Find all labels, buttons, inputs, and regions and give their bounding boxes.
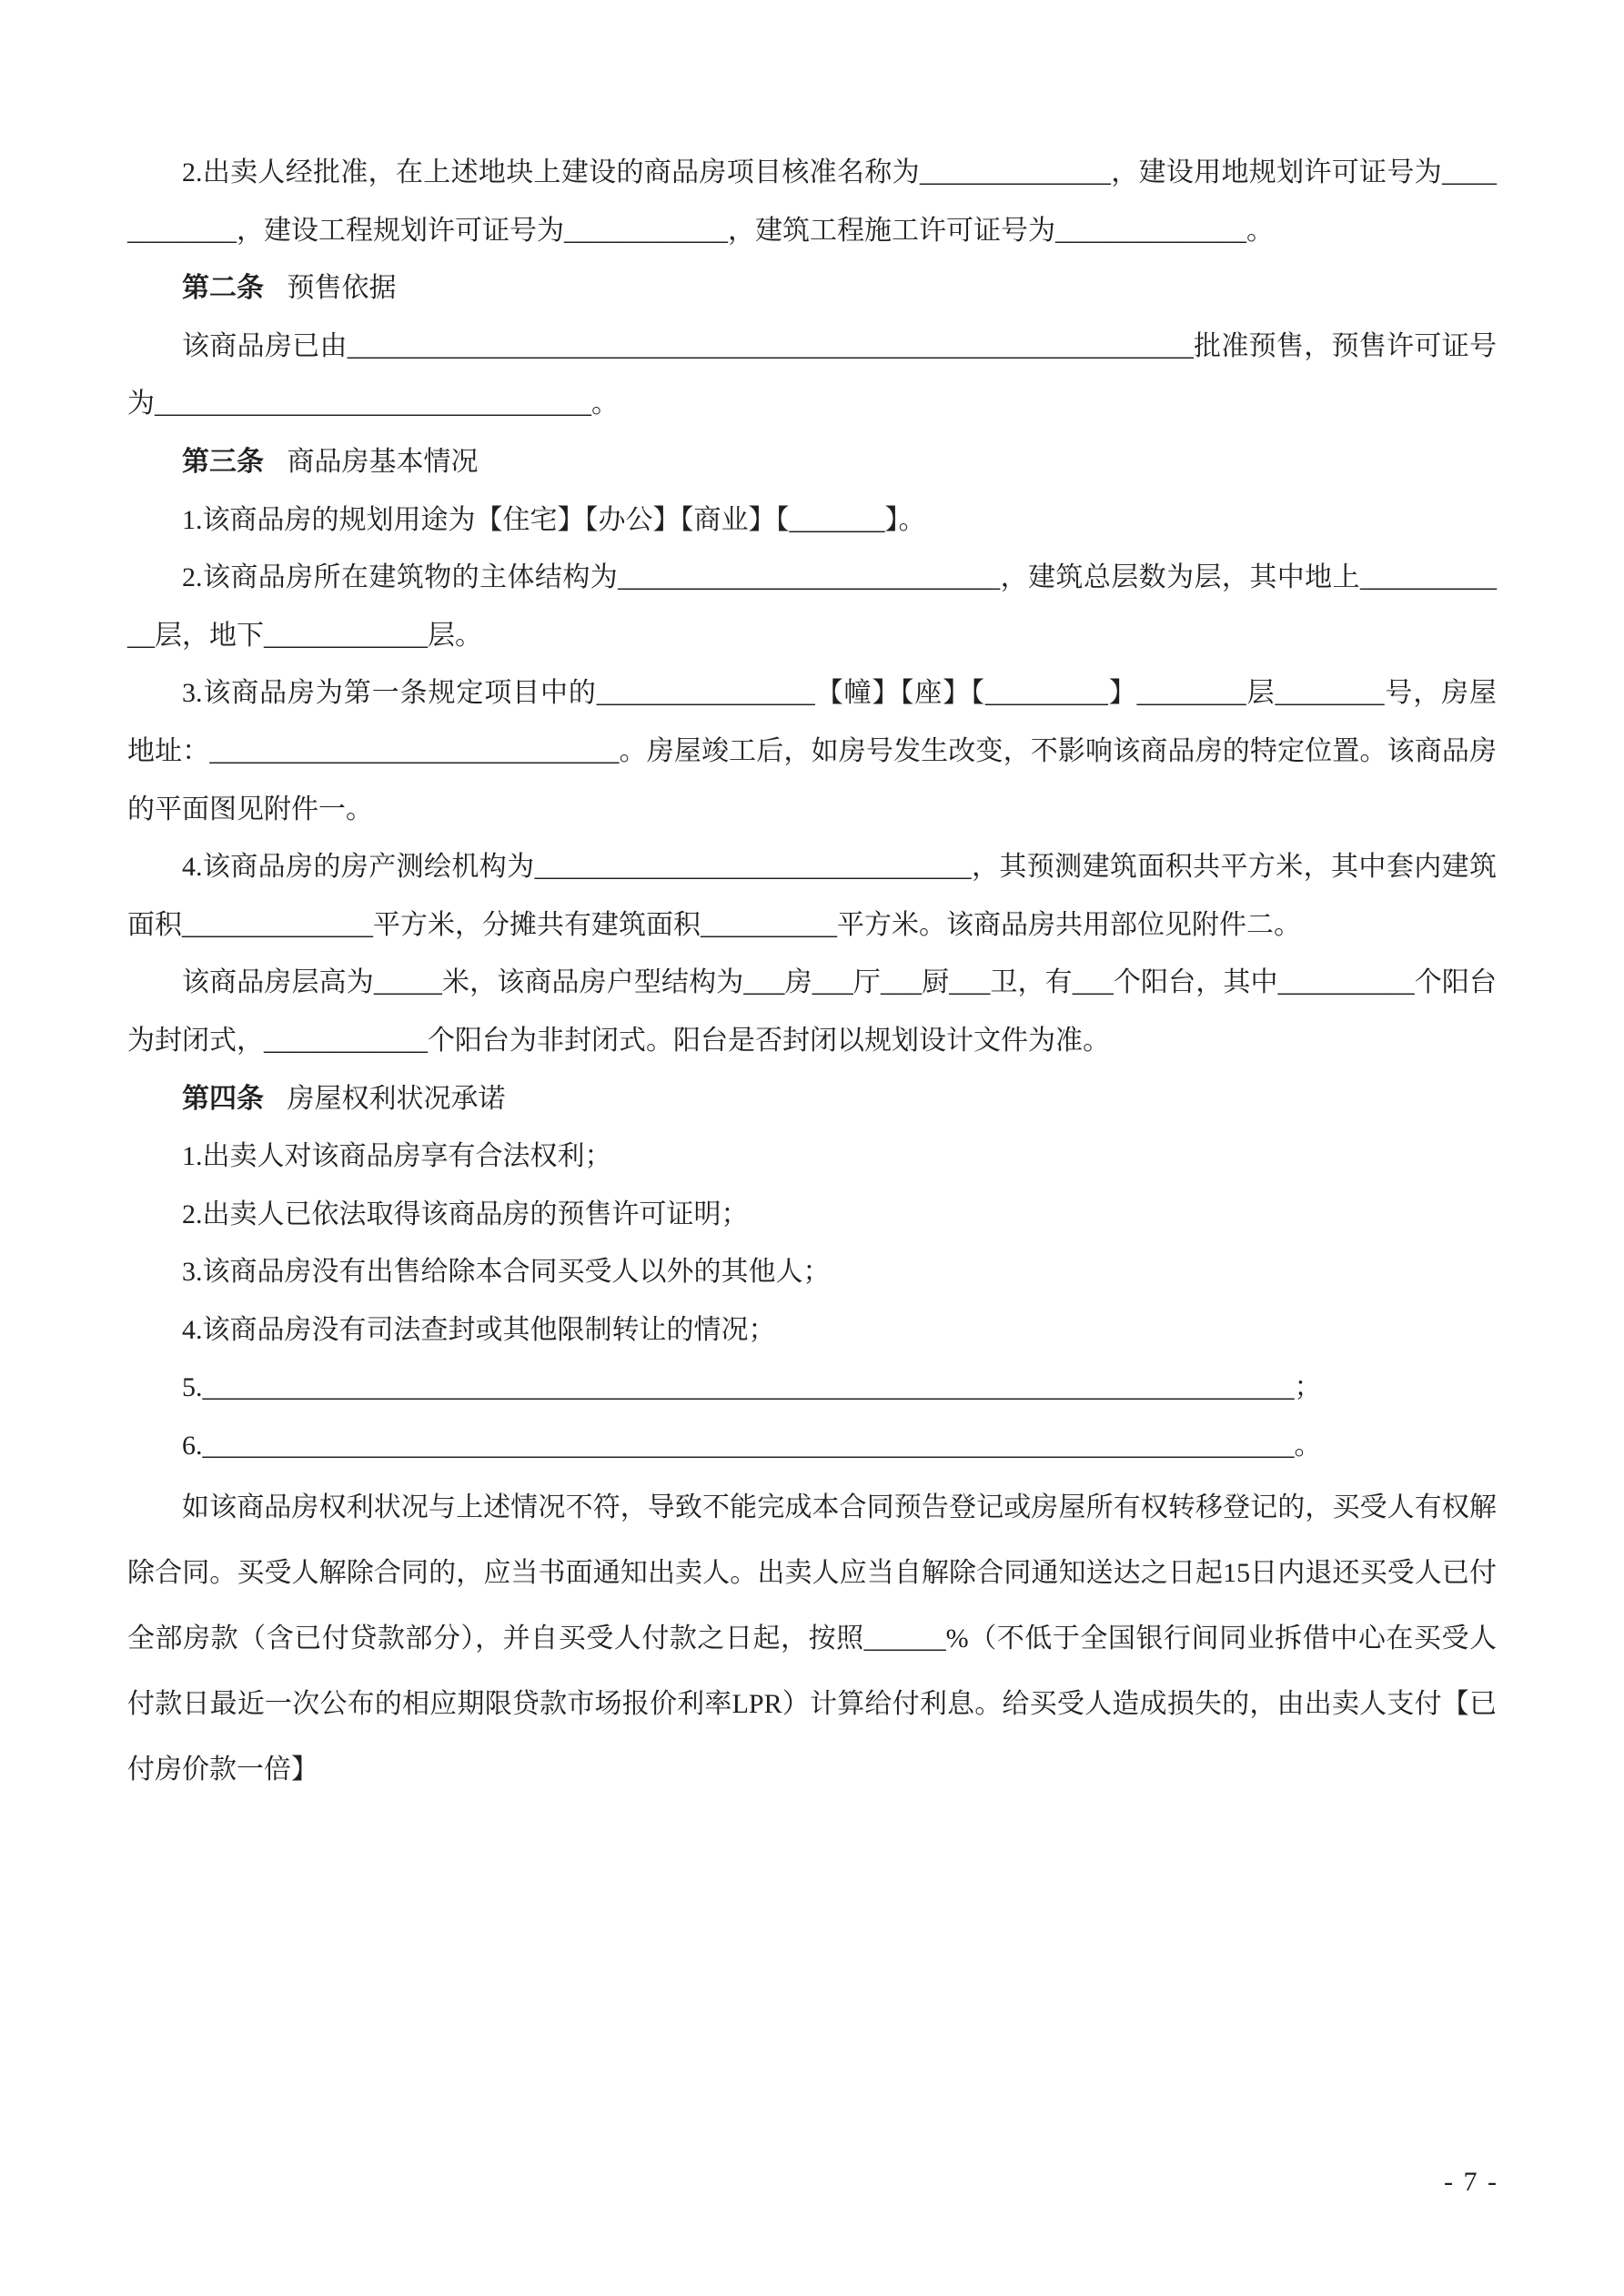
section-heading-article-4 [127, 1070, 1497, 1128]
section-heading-article-3 [127, 433, 1497, 491]
page-number: - 7 - [1444, 2167, 1498, 2197]
section-title: 预售依据 [287, 273, 397, 304]
section-heading-article-2 [127, 259, 1497, 318]
paragraph-rights-item-1: 1.出卖人对该商品房享有合法权利； [182, 1141, 612, 1172]
paragraph-presale-basis: 该商品房已由______________________________________________________________批准预售，预售许可证号为________________________________。 [127, 330, 1497, 420]
section-title: 房屋权利状况承诺 [287, 1083, 506, 1114]
paragraph-rights-item-4: 4.该商品房没有司法查封或其他限制转让的情况； [182, 1314, 776, 1345]
section-label: 第三条 [182, 446, 264, 477]
paragraph-rights-item-2: 2.出卖人已依法取得该商品房的预售许可证明； [182, 1199, 749, 1229]
paragraph-project-approval: 2.出卖人经批准，在上述地块上建设的商品房项目核准名称为______________，建设用地规划许可证号为____________，建设工程规划许可证号为____________，建筑工程施工许可证号为______________。 [127, 157, 1497, 246]
section-title: 商品房基本情况 [287, 446, 479, 477]
section-label: 第四条 [182, 1083, 264, 1114]
paragraph-building-structure: 2.该商品房所在建筑物的主体结构为____________________________，建筑总层数为层，其中地上____________层，地下____________层。 [127, 562, 1497, 651]
paragraph-house-location: 3.该商品房为第一条规定项目中的________________【幢】【座】【_________】________层________号，房屋地址：______________________________。房屋竣工后，如房号发生改变，不影响该商品房的特定位置。该商品房的平面图见附件一。 [127, 678, 1497, 824]
paragraph-rights-item-3: 3.该商品房没有出售给除本合同买受人以外的其他人； [182, 1257, 831, 1288]
paragraph-floor-height-layout: 该商品房层高为_____米，该商品房户型结构为___房___厅___厨___卫，有___个阳台，其中__________个阳台为封闭式，____________个阳台为非封闭式。阳台是否封闭以规划设计文件为准。 [127, 967, 1497, 1056]
paragraph-rights-item-5-blank: 5.________________________________________________________________________________； [182, 1372, 1322, 1403]
paragraph-surveying-agency: 4.该商品房的房产测绘机构为________________________________，其预测建筑面积共平方米，其中套内建筑面积______________平方米，分摊共有建筑面积__________平方米。该商品房共用部位见附件二。 [127, 852, 1497, 940]
section-label: 第二条 [182, 273, 264, 304]
paragraph-rights-item-6-blank: 6.________________________________________________________________________________。 [182, 1431, 1322, 1462]
paragraph-planned-use: 1.该商品房的规划用途为【住宅】【办公】【商业】【_______】。 [182, 504, 926, 535]
paragraph-breach-remedy: 如该商品房权利状况与上述情况不符，导致不能完成本合同预告登记或房屋所有权转移登记的，买受人有权解除合同。买受人解除合同的，应当书面通知出卖人。出卖人应当自解除合同通知送达之日起15日内退还买受人已付全部房款（含已付贷款部分），并自买受人付款之日起，按照______%（不低于全国银行间同业拆借中心在买受人付款日最近一次公布的相应期限贷款市场报价利率LPR）计算给付利息。给买受人造成损失的，由出卖人支付【已付房价款一倍】 [127, 1492, 1497, 1785]
